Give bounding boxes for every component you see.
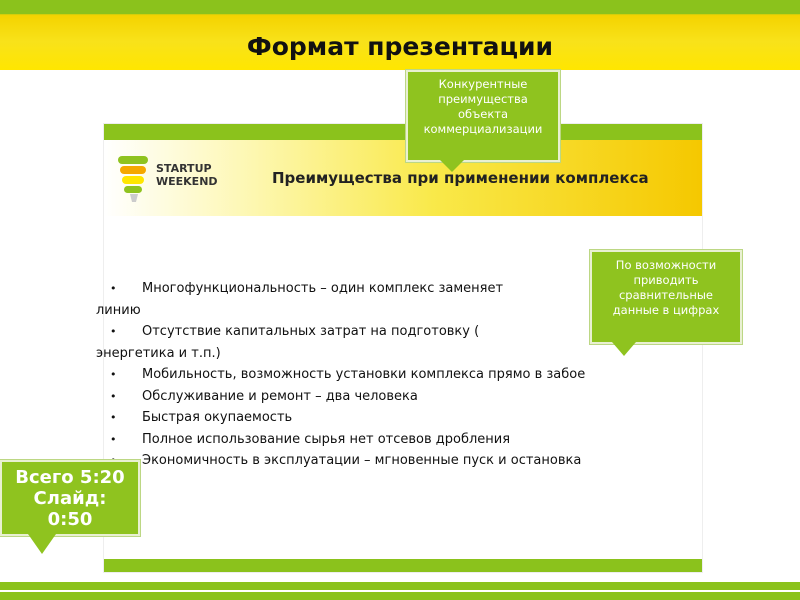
callout-timing xyxy=(0,460,140,536)
slide-bottom-rule xyxy=(104,559,702,572)
timing-slide-time: 0:50 xyxy=(47,509,93,530)
bullet: • xyxy=(110,368,117,381)
timing-total: Всего 5:20 xyxy=(15,467,125,488)
list-item xyxy=(96,278,640,321)
startup-weekend-logo xyxy=(116,154,226,206)
logo-line-2: WEEKEND xyxy=(156,175,218,188)
list-item-text: Мобильность, возможность установки комплекса прямо в забое xyxy=(142,367,586,382)
footer-line xyxy=(0,590,800,592)
bullet: • xyxy=(110,325,117,338)
callout-competitive-advantages: Конкурентные преимущества объекта коммерциализации xyxy=(406,70,560,162)
page-title: Формат презентации xyxy=(246,32,554,61)
callout-comparative-data: По возможности приводить сравнительные данные в цифрах xyxy=(590,250,742,344)
top-green-stripe xyxy=(0,0,800,14)
callout-pointer xyxy=(612,342,636,356)
logo-mark-icon xyxy=(116,154,152,204)
list-item-text: Отсутствие капитальных затрат на подготовку ( xyxy=(142,324,480,339)
bullet: • xyxy=(110,411,117,424)
list-item-text: Многофункциональность – один комплекс заменяет xyxy=(142,281,504,296)
slide-heading: Преимущества при применении комплекса xyxy=(272,169,649,187)
callout-pointer xyxy=(440,160,464,172)
slide-header-stripe xyxy=(104,124,702,140)
list-item xyxy=(96,364,640,386)
list-item xyxy=(96,407,640,429)
footer-bar xyxy=(0,582,800,600)
bullet: • xyxy=(110,389,117,403)
list-item xyxy=(96,321,640,364)
list-item-continuation: энергетика и т.п.) xyxy=(96,345,221,361)
list-item-text: Полное использование сырья нет отсевов дробления xyxy=(142,431,511,447)
callout-pointer xyxy=(28,534,56,554)
list-item-text: Быстрая окупаемость xyxy=(142,410,293,425)
list-item xyxy=(96,450,640,472)
advantages-list xyxy=(96,278,640,472)
timing-slide-label: Слайд: xyxy=(33,488,107,509)
bullet: • xyxy=(110,432,117,446)
slide-header xyxy=(104,124,702,216)
list-item-text: Обслуживание и ремонт – два человека xyxy=(142,388,418,404)
list-item xyxy=(96,386,640,408)
logo-line-1: STARTUP xyxy=(156,162,212,175)
bullet: • xyxy=(110,282,117,295)
list-item xyxy=(96,429,640,451)
list-item-text: Экономичность в эксплуатации – мгновенные пуск и остановка xyxy=(142,453,582,468)
list-item-continuation: линию xyxy=(96,302,141,318)
